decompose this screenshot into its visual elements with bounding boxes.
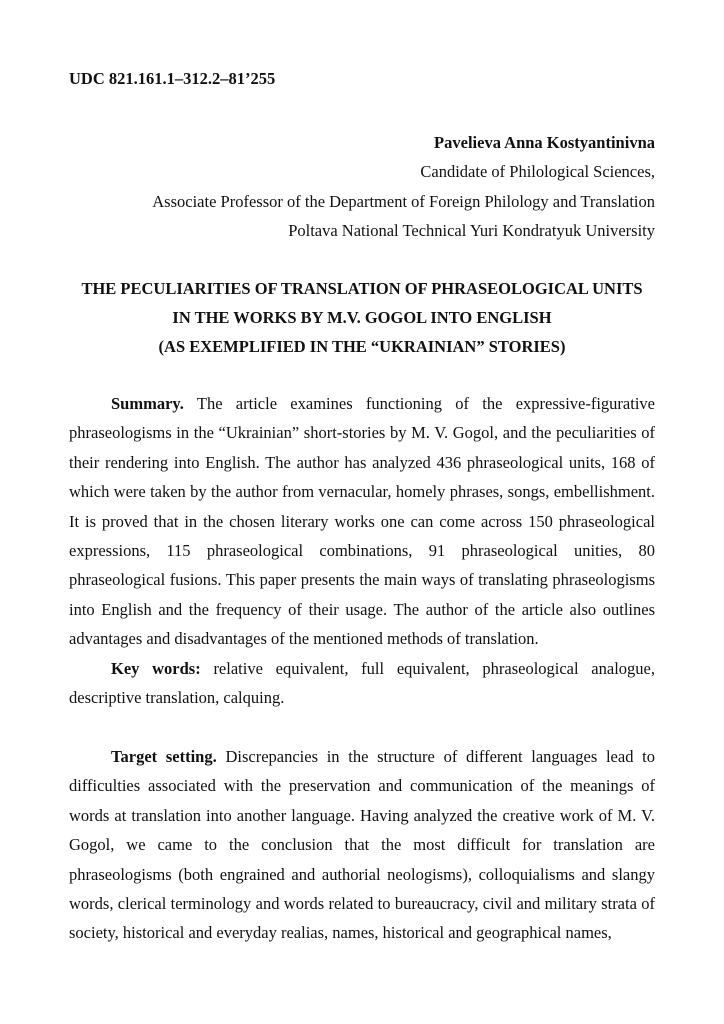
udc-code: 821.161.1–312.2–81’255 [108,69,276,88]
udc-label: UDC [69,69,105,88]
title-line-3: (AS EXEMPLIFIED IN THE “UKRAINIAN” STORIES) [158,337,566,356]
summary-text: The article examines functioning of the expressive-figurative phraseologisms in the “Ukrainian” short-stories by M. V. Gogol, and the peculiarities of their rendering into English. The author has analyzed 436 phraseological units, 168 of which were taken by the author from vernacular, homely phrases, songs, embellishment. It is proved that in the chosen literary works one can come across 150 phraseological expressions, 115 phraseological combinations, 91 phraseological unities, 80 phraseological fusions. This paper presents the main ways of translating phraseologisms into English and the frequency of their usage. The author of the article also outlines advantages and disadvantages of the mentioned methods of translation. [69,394,655,649]
target-setting-label: Target setting. [111,747,217,766]
target-setting-paragraph [69,742,655,948]
author-university: Poltava National Technical Yuri Kondratyuk University [288,220,655,240]
author-degree: Candidate of Philological Sciences, [420,162,655,182]
summary-label: Summary. [111,394,184,413]
udc-line [69,69,275,89]
keywords-text: relative equivalent, full equivalent, phraseological analogue, descriptive translation, calquing. [69,658,655,708]
title-line-1: THE PECULIARITIES OF TRANSLATION OF PHRASEOLOGICAL UNITS [81,279,643,298]
summary-paragraph [69,389,655,654]
title-line-2: IN THE WORKS BY M.V. GOGOL INTO ENGLISH [172,308,552,327]
author-position: Associate Professor of the Department of Foreign Philology and Translation [152,191,655,211]
keywords-paragraph [69,654,655,713]
article-title [69,274,655,361]
keywords-label: Key words: [111,658,201,678]
target-setting-text: Discrepancies in the structure of different languages lead to difficulties associated with the preservation and communication of the meanings of words at translation into another language. Having analyzed the creative work of M. V. Gogol, we came to the conclusion that the most difficult for translation are phraseologisms (both engrained and authorial neologisms), colloquialisms and slangy words, clerical terminology and words related to bureaucracy, civil and military strata of society, historical and everyday realias, names, historical and geographical names, [69,747,655,943]
abstract-section [69,389,655,712]
body-section [69,742,655,948]
author-block [152,128,655,245]
author-name: Pavelieva Anna Kostyantinivna [434,133,655,152]
